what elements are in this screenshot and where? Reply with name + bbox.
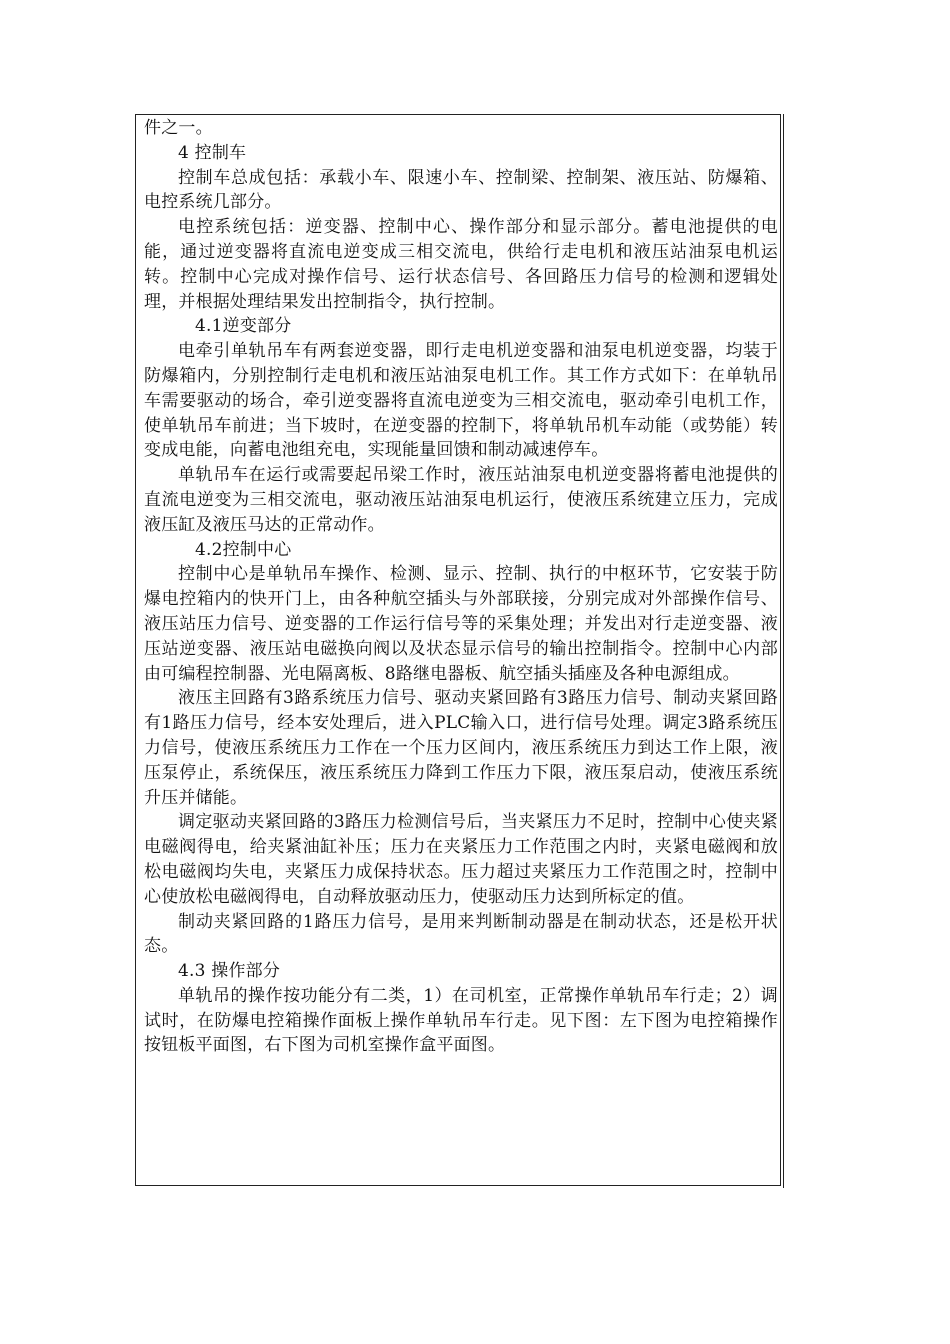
paragraph-electric-control-system: 电控系统包括：逆变器、控制中心、操作部分和显示部分。蓄电池提供的电能，通过逆变器将直流电逆变成三相交流电，供给行走电机和液压站油泵电机运转。控制中心完成对操作信号、运行状态信号、各回路压力信号的检测和逻辑处理，并根据处理结果发出控制指令，执行控制。 (144, 217, 778, 312)
document-body (144, 116, 778, 1058)
document-frame (135, 114, 781, 1186)
subsection-heading-control-center: 4.2控制中心 (195, 539, 292, 560)
paragraph-hydraulic-main-circuit: 液压主回路有3路系统压力信号、驱动夹紧回路有3路压力信号、制动夹紧回路有1路压力信号，经本安处理后，进入PLC输入口，进行信号处理。调定3路系统压力信号，使液压系统压力工作在一个压力区间内，液压系统压力到达工作上限，液压泵停止，系统保压，液压系统压力降到工作压力下限，液压泵启动，使液压系统升压并储能。 (144, 688, 778, 808)
subsection-heading-inverter: 4.1逆变部分 (195, 316, 292, 337)
continuation-text: 件之一。 (144, 118, 213, 138)
paragraph-operation-description: 单轨吊的操作按功能分有二类，1）在司机室，正常操作单轨吊车行走；2）调试时，在防爆电控箱操作面板上操作单轨吊车行走。见下图：左下图为电控箱操作按钮板平面图，右下图为司机室操作盒平面图。 (144, 985, 778, 1056)
paragraph-brake-clamp-circuit: 制动夹紧回路的1路压力信号，是用来判断制动器是在制动状态，还是松开状态。 (144, 911, 778, 957)
subsection-heading-operation: 4.3 操作部分 (178, 961, 281, 982)
paragraph-hydraulic-inverter: 单轨吊车在运行或需要起吊梁工作时，液压站油泵电机逆变器将蓄电池提供的直流电逆变为三相交流电，驱动液压站油泵电机运行，使液压系统建立压力，完成液压缸及液压马达的正常动作。 (144, 465, 778, 535)
paragraph-control-car-assembly: 控制车总成包括：承载小车、限速小车、控制梁、控制架、液压站、防爆箱、电控系统几部分。 (144, 167, 778, 213)
section-heading-control-car: 4 控制车 (178, 142, 247, 163)
paragraph-control-center-description: 控制中心是单轨吊车操作、检测、显示、控制、执行的中枢环节，它安装于防爆电控箱内的快开门上，由各种航空插头与外部联接，分别完成对外部操作信号、液压站压力信号、逆变器的工作运行信号等的采集处理；并发出对行走逆变器、液压站逆变器、液压站电磁换向阀以及状态显示信号的输出控制指令。控制中心内部由可编程控制器、光电隔离板、8路继电器板、航空插头插座及各种电源组成。 (144, 564, 778, 684)
paragraph-inverter-description: 电牵引单轨吊车有两套逆变器，即行走电机逆变器和油泵电机逆变器，均装于防爆箱内，分别控制行走电机和液压站油泵电机工作。其工作方式如下：在单轨吊车需要驱动的场合，牵引逆变器将直流电逆变为三相交流电，驱动牵引电机工作，使单轨吊车前进；当下坡时，在逆变器的控制下，将单轨吊机车动能（或势能）转变成电能，向蓄电池组充电，实现能量回馈和制动减速停车。 (144, 341, 778, 461)
paragraph-drive-clamp-circuit: 调定驱动夹紧回路的3路压力检测信号后，当夹紧压力不足时，控制中心使夹紧电磁阀得电，给夹紧油缸补压；压力在夹紧压力工作范围之内时，夹紧电磁阀和放松电磁阀均失电，夹紧压力成保持状态。压力超过夹紧压力工作范围之时，控制中心使放松电磁阀得电，自动释放驱动压力，使驱动压力达到所标定的值。 (144, 812, 778, 907)
